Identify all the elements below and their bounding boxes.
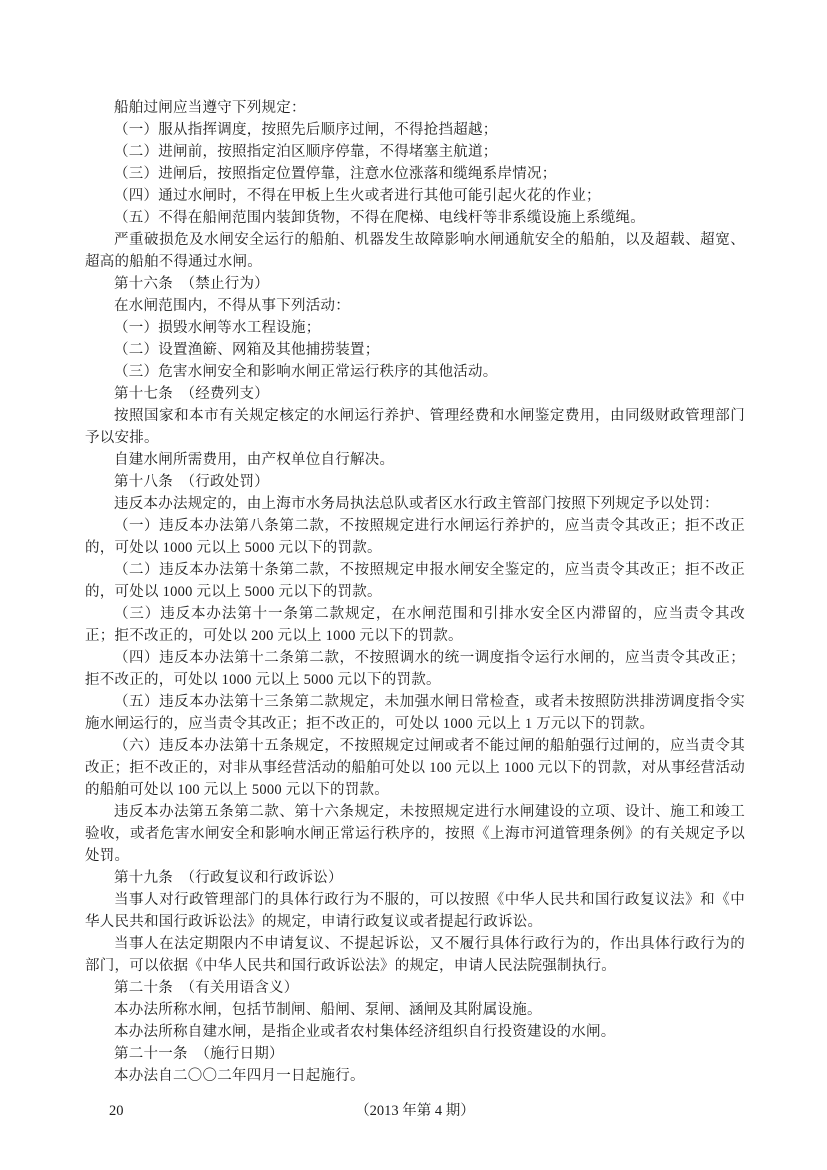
document-paragraph: （四）通过水闸时，不得在甲板上生火或者进行其他可能引起火花的作业； <box>114 188 601 204</box>
document-paragraph: 第二十条 （有关用语含义） <box>114 980 299 996</box>
document-paragraph: （一）违反本办法第八条第二款，不按照规定进行水闸运行养护的，应当责令其改正；拒不改正的，可处以 1000 元以上 5000 元以下的罚款。 <box>85 518 745 556</box>
document-paragraph: 第十六条 （禁止行为） <box>114 276 269 292</box>
document-paragraph: 违反本办法第五条第二款、第十六条规定，未按照规定进行水闸建设的立项、设计、施工和竣工验收，或者危害水闸安全和影响水闸正常运行秩序的，按照《上海市河道管理条例》的有关规定予以处罚。 <box>85 804 745 864</box>
page-footer <box>85 1100 745 1122</box>
document-paragraph: （五）违反本办法第十三条第二款规定，未加强水闸日常检查，或者未按照防洪排涝调度指令实施水闸运行的，应当责令其改正；拒不改正的，可处以 1000 元以上 1 万元以下的罚款。 <box>85 694 745 732</box>
document-paragraph: 第二十一条 （施行日期） <box>114 1046 284 1062</box>
document-paragraph: （三）进闸后，按照指定位置停靠，注意水位涨落和缆绳系岸情况； <box>114 166 557 182</box>
document-paragraph: 按照国家和本市有关规定核定的水闸运行养护、管理经费和水闸鉴定费用，由同级财政管理部门予以安排。 <box>85 408 745 446</box>
document-paragraph: （三）违反本办法第十一条第二款规定，在水闸范围和引排水安全区内滞留的，应当责令其改正；拒不改正的，可处以 200 元以上 1000 元以下的罚款。 <box>85 606 745 644</box>
issue-label: （2013 年第 4 期） <box>355 1103 475 1119</box>
document-paragraph: 在水闸范围内，不得从事下列活动： <box>114 298 350 314</box>
document-paragraph: （六）违反本办法第十五条规定，不按照规定过闸或者不能过闸的船舶强行过闸的，应当责令其改正；拒不改正的，对非从事经营活动的船舶可处以 100 元以上 1000 元以下的罚款，对从事经营活动的船舶可处以 100 元以上 5000 元以下的罚款。 <box>85 738 745 798</box>
document-paragraph: 第十八条 （行政处罚） <box>114 474 269 490</box>
document-paragraph: 第十七条 （经费列支） <box>114 386 269 402</box>
document-paragraph: 第十九条 （行政复议和行政诉讼） <box>114 870 343 886</box>
document-paragraph: 本办法所称水闸，包括节制闸、船闸、泵闸、涵闸及其附属设施。 <box>114 1002 542 1018</box>
document-paragraph: （一）损毁水闸等水工程设施； <box>114 320 321 336</box>
document-paragraph: （三）危害水闸安全和影响水闸正常运行秩序的其他活动。 <box>114 364 498 380</box>
document-paragraph: 船舶过闸应当遵守下列规定： <box>114 100 306 116</box>
document-paragraph: 当事人对行政管理部门的具体行政行为不服的，可以按照《中华人民共和国行政复议法》和《中华人民共和国行政诉讼法》的规定，申请行政复议或者提起行政诉讼。 <box>85 892 745 930</box>
document-paragraph: 违反本办法规定的，由上海市水务局执法总队或者区水行政主管部门按照下列规定予以处罚： <box>114 496 719 512</box>
document-paragraph: （五）不得在船闸范围内装卸货物，不得在爬梯、电线杆等非系缆设施上系缆绳。 <box>114 210 645 226</box>
document-body <box>85 97 745 1087</box>
document-paragraph: （四）违反本办法第十二条第二款，不按照调水的统一调度指令运行水闸的，应当责令其改正；拒不改正的，可处以 1000 元以上 5000 元以下的罚款。 <box>85 650 745 688</box>
document-paragraph: （二）进闸前，按照指定泊区顺序停靠，不得堵塞主航道； <box>114 144 498 160</box>
document-paragraph: （二）违反本办法第十条第二款，不按照规定申报水闸安全鉴定的，应当责令其改正；拒不改正的，可处以 1000 元以上 5000 元以下的罚款。 <box>85 562 745 600</box>
document-paragraph: 自建水闸所需费用，由产权单位自行解决。 <box>114 452 395 468</box>
document-paragraph: 当事人在法定期限内不申请复议、不提起诉讼，又不履行具体行政行为的，作出具体行政行为的部门，可以依据《中华人民共和国行政诉讼法》的规定，申请人民法院强制执行。 <box>85 936 745 974</box>
document-paragraph: 本办法自二〇〇二年四月一日起施行。 <box>114 1068 365 1084</box>
document-paragraph: （二）设置渔簖、网箱及其他捕捞装置； <box>114 342 380 358</box>
page-number: 20 <box>109 1103 124 1119</box>
document-paragraph: 严重破损危及水闸安全运行的船舶、机器发生故障影响水闸通航安全的船舶，以及超载、超宽、超高的船舶不得通过水闸。 <box>85 232 745 270</box>
document-paragraph: 本办法所称自建水闸，是指企业或者农村集体经济组织自行投资建设的水闸。 <box>114 1024 616 1040</box>
document-paragraph: （一）服从指挥调度，按照先后顺序过闸，不得抢挡超越； <box>114 122 498 138</box>
